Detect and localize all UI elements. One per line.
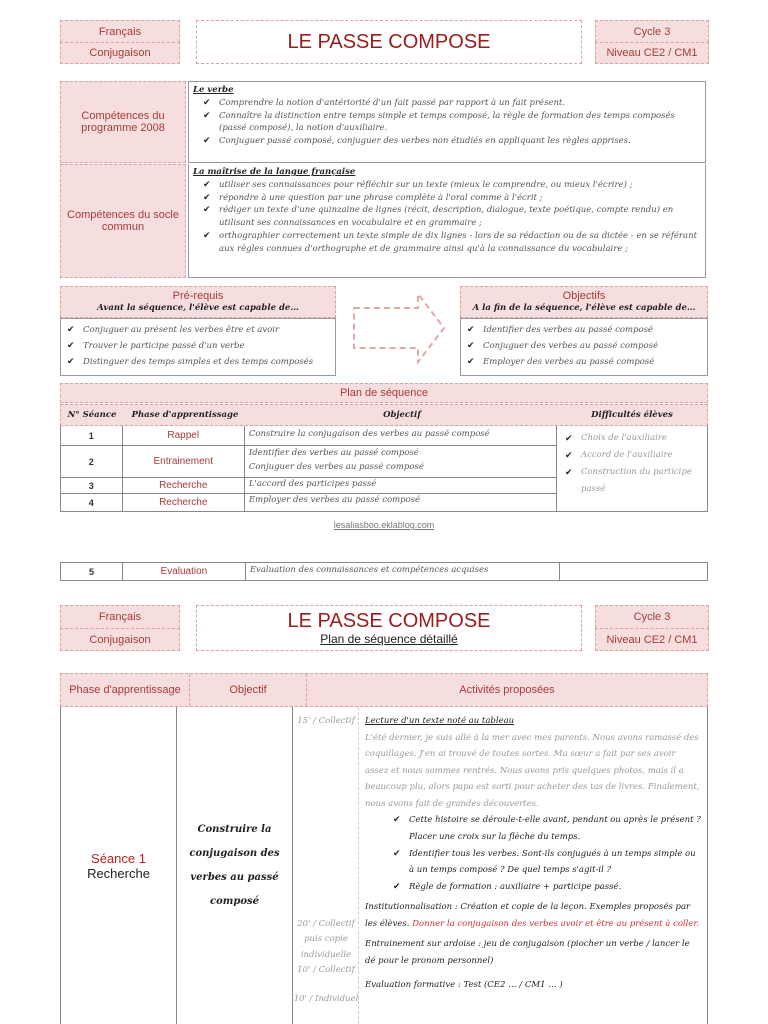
programme-heading: Le verbe [193, 85, 234, 95]
activity-heading: Lecture d'un texte noté au tableau [365, 716, 515, 726]
list-item: ✔ orthographier correctement un texte simple de dix lignes - lors de sa rédaction ou de sa dictée - en se référant aux règles connues d'orthographe et de grammaire ainsi qu'à la connaissance du vocabulaire ; [201, 230, 701, 256]
row-phase: Rappel [123, 426, 245, 445]
socle-heading: La maîtrise de la langue française [193, 167, 356, 177]
table-row [60, 562, 708, 581]
objectifs-subtitle: A la fin de la séquence, l'élève est capable de… [472, 302, 696, 313]
row-objectif: Construire la conjugaison des verbes au passé composé [245, 426, 557, 445]
detail-header-row [60, 673, 708, 707]
list-item: ✔ Identifier des verbes au passé composé [465, 322, 703, 338]
evaluation-text: Evaluation formative : Test (CE2 … / CM1 … ) [365, 980, 563, 991]
level-label: Niveau CE2 / CM1 [595, 42, 709, 64]
institution-prefix: Institutionnalisation : Création et copie de la leçon. Exemples proposés par les élèves. [365, 902, 691, 929]
plan-table [60, 426, 708, 512]
col-header: Phase d'apprentissage [61, 674, 190, 706]
subject-label-2: Français [60, 605, 180, 628]
col-header: Objectif [190, 674, 307, 706]
table-row [61, 494, 557, 511]
timing-label: 10' / Collectif [297, 965, 355, 975]
programme-list [201, 97, 701, 148]
prerequis-content [60, 318, 336, 376]
prerequis-subtitle: Avant la séquence, l'élève est capable de… [97, 302, 299, 313]
objectifs-header [460, 286, 708, 318]
row-objectif: L'accord des participes passé [245, 478, 557, 493]
list-item: ✔ Conjuguer passé composé, conjuguer des verbes non étudiés en appliquant les règles apprises. [201, 135, 701, 148]
list-item: ✔ Cette histoire se déroule-t-elle avant, pendant ou après le présent ? Placer une croix sur la flèche du temps. [391, 812, 701, 845]
row-empty-cell [560, 563, 707, 580]
row-phase: Recherche [123, 494, 245, 511]
page-title-2 [196, 605, 582, 651]
subject-label: Français [60, 20, 180, 42]
objectifs-title: Objectifs [562, 289, 606, 302]
list-item: ✔ Choix de l'auxiliaire [563, 430, 701, 447]
list-item: ✔ Connaître la distinction entre temps simple et temps composé, la règle de formation des temps composés (passé composé), la notion d'auxiliaire. [201, 110, 701, 136]
level-label-2: Niveau CE2 / CM1 [595, 628, 709, 651]
timing-label: 15' / Collectif [297, 716, 355, 726]
entrainement-text: Entrainement sur ardoise : jeu de conjugaison (piocher un verbe / lancer le dé pour le pronom personnel) [365, 939, 690, 966]
institution-red: Donner la conjugaison des verbes avoir et être au présent à coller. [412, 918, 700, 929]
row-phase: Entrainement [123, 446, 245, 477]
row-objectif [245, 446, 557, 477]
cycle-label-2: Cycle 3 [595, 605, 709, 628]
competences-programme-label: Compétences du programme 2008 [60, 81, 186, 163]
seance-phase: Recherche [87, 865, 150, 881]
page-subtitle: Plan de séquence détaillé [320, 632, 458, 646]
list-item: ✔ Conjuguer des verbes au passé composé [465, 338, 703, 354]
list-item: ✔ Employer des verbes au passé composé [465, 354, 703, 370]
col-header: Activités proposées [459, 684, 555, 696]
list-item: ✔ utiliser ses connaissances pour réfléchir sur un texte (mieux le comprendre, ou mieux l'écrire) ; [201, 179, 701, 192]
row-num: 5 [61, 563, 123, 580]
list-item: ✔ répondre à une question par une phrase complète à l'oral comme à l'écrit ; [201, 192, 701, 205]
title-text: LE PASSE COMPOSE [287, 610, 491, 632]
activity-text: L'été dernier, je suis allé à la mer avec mes parents. Nous avons ramassé des coquillages. J'en ai trouvé de toutes sortes. Ma sœur a fait par ses avoir assez et nous sommes rentrés. Nous avons pris quelques photos, mais il a beaucoup plu, alors papa est sorti pour acheter des tas de livres. Finalement, nous avons fait de grandes découvertes. [365, 732, 700, 809]
list-item: ✔ Accord de l'auxiliaire [563, 447, 701, 464]
list-item: ✔ rédiger un texte d'une quinzaine de lignes (récit, description, dialogue, texte poétique, compte rendu) en utilisant ses connaissances en vocabulaire et en grammaire ; [201, 204, 701, 230]
col-header: Objectif [383, 409, 421, 420]
row-num: 4 [61, 494, 123, 511]
institution-text [365, 899, 701, 932]
difficultes-list [563, 430, 701, 498]
domain-label-2: Conjugaison [60, 628, 180, 651]
seance-title: Séance 1 [91, 850, 146, 866]
list-item: ✔ Construction du participe passé [563, 464, 701, 498]
timings-cell [293, 707, 359, 1024]
competences-socle-label: Compétences du socle commun [60, 164, 186, 278]
objectif-line: Conjuguer des verbes au passé composé [248, 461, 424, 472]
col-header: N° Séance [67, 409, 117, 420]
difficultes-cell [557, 426, 707, 511]
list-item: ✔ Comprendre la notion d'antériorité d'un fait passé par rapport à un fait présent. [201, 97, 701, 110]
competences-socle-content [188, 164, 706, 278]
col-header: Phase d'apprentissage [131, 409, 239, 420]
activity-list [391, 812, 701, 895]
row-num: 2 [61, 446, 123, 477]
objectifs-content [460, 318, 708, 376]
row-objectif: Employer des verbes au passé composé [245, 494, 557, 511]
activities-cell [361, 713, 705, 1024]
domain-label: Conjugaison [60, 42, 180, 64]
list-item: ✔ Règle de formation : auxiliaire + participe passé. [391, 879, 701, 896]
list-item: ✔ Distinguer des temps simples et des temps composés [65, 354, 331, 370]
prerequis-title: Pré-requis [172, 289, 224, 302]
prerequis-header [60, 286, 336, 318]
col-header: Difficultés élèves [591, 409, 673, 420]
page-title: LE PASSE COMPOSE [196, 20, 582, 64]
row-objectif: Evaluation des connaissances et compétences acquises [246, 563, 560, 580]
plan-title: Plan de séquence [60, 383, 708, 403]
table-row [61, 426, 557, 446]
socle-list [201, 179, 701, 256]
list-item: ✔ Trouver le participe passé d'un verbe [65, 338, 331, 354]
table-row [61, 446, 557, 478]
cycle-label: Cycle 3 [595, 20, 709, 42]
table-row [61, 478, 557, 494]
arrow-right-icon [350, 290, 448, 366]
row-phase: Evaluation [123, 563, 246, 580]
detail-table-body [60, 707, 708, 1024]
row-num: 3 [61, 478, 123, 493]
competences-programme-content [188, 81, 706, 163]
row-num: 1 [61, 426, 123, 445]
objectifs-list [465, 322, 703, 370]
seance-cell [61, 707, 177, 1024]
objectif-cell: Construire la conjugaison des verbes au passé composé [177, 707, 293, 1024]
objectif-line: Identifier des verbes au passé composé [248, 448, 419, 458]
row-phase: Recherche [123, 478, 245, 493]
prerequis-list [65, 322, 331, 370]
timing-label: 10' / Individuel [293, 994, 359, 1004]
source-link[interactable]: lesaliasboo.eklablog.com [333, 520, 435, 530]
list-item: ✔ Identifier tous les verbes. Sont-ils conjugués à un temps simple ou à un temps composé ? De quel temps s'agit-il ? [391, 846, 701, 879]
list-item: ✔ Conjuguer au présent les verbes être et avoir [65, 322, 331, 338]
plan-header-row [60, 404, 708, 426]
timing-label: 20' / Collectif puis copie individuelle [297, 919, 355, 960]
